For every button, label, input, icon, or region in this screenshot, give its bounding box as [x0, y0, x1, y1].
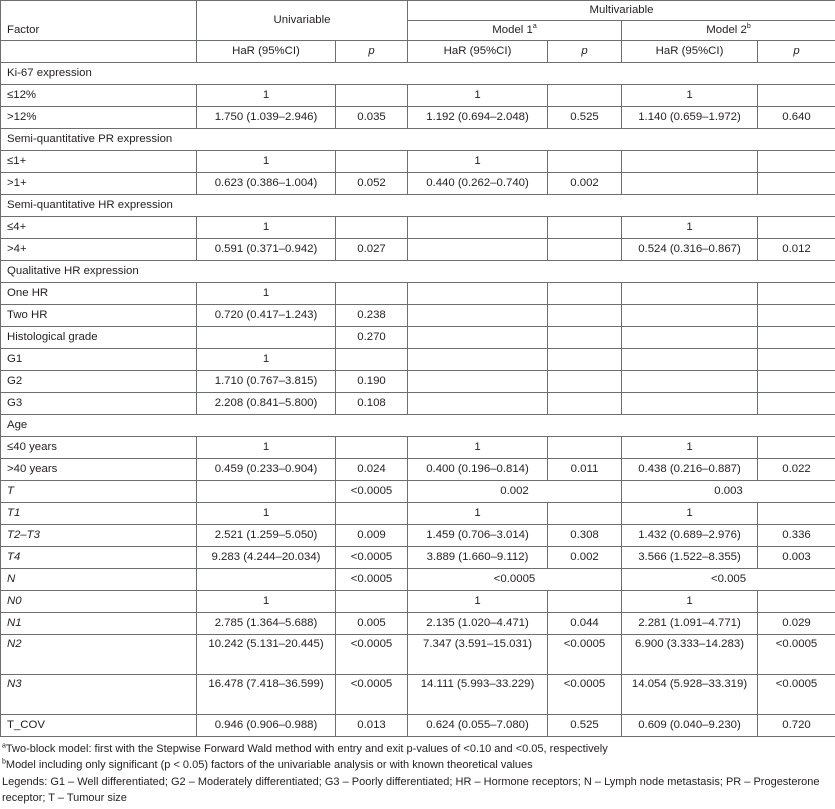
univariable-har: 0.591 (0.371–0.942) [197, 239, 336, 261]
model2-har [622, 327, 758, 349]
model2-har: 0.524 (0.316–0.867) [622, 239, 758, 261]
univariable-p: <0.0005 [336, 635, 408, 675]
univariable-har: 0.459 (0.233–0.904) [197, 459, 336, 481]
model2-har: 1.432 (0.689–2.976) [622, 525, 758, 547]
model1-p [548, 393, 622, 415]
model1-har [408, 283, 548, 305]
table-row [1, 349, 835, 371]
table-row [1, 525, 835, 547]
univariable-p [336, 283, 408, 305]
model1-har: 1 [408, 151, 548, 173]
model1-har: 7.347 (3.591–15.031) [408, 635, 548, 675]
header-multivariable: Multivariable [408, 1, 835, 21]
table-row [1, 547, 835, 569]
table-row [1, 239, 835, 261]
univariable-p: 0.052 [336, 173, 408, 195]
univariable-p: 0.035 [336, 107, 408, 129]
univariable-p [336, 151, 408, 173]
table-row [1, 393, 835, 415]
model2-har: 14.054 (5.928–33.319) [622, 675, 758, 715]
model2-p [758, 217, 835, 239]
model2-p [758, 591, 835, 613]
univariable-har: 1.750 (1.039–2.946) [197, 107, 336, 129]
model1-p: 0.011 [548, 459, 622, 481]
model1-har: 0.624 (0.055–7.080) [408, 715, 548, 737]
univariable-p: 0.027 [336, 239, 408, 261]
univariable-har: 2.785 (1.364–5.688) [197, 613, 336, 635]
model2-overall: <0.005 [622, 569, 835, 591]
univariable-har: 1 [197, 217, 336, 239]
table-row [1, 173, 835, 195]
header-model2-har: HaR (95%CI) [622, 41, 758, 63]
univariable-har [197, 481, 336, 503]
section-label: Ki-67 expression [1, 63, 835, 85]
header-model1-har: HaR (95%CI) [408, 41, 548, 63]
table-row [1, 217, 835, 239]
note-legends: Legends: G1 – Well differentiated; G2 – Moderately differentiated; G3 – Poorly differentiated; HR – Hormone receptors; N – Lymph node metastasis; PR – Progesterone receptor; T – Tumour size [2, 775, 820, 804]
model2-har [622, 151, 758, 173]
row-factor: G1 [1, 349, 197, 371]
model2-p [758, 173, 835, 195]
row-factor: >1+ [1, 173, 197, 195]
model2-har: 3.566 (1.522–8.355) [622, 547, 758, 569]
univariable-har [197, 327, 336, 349]
model1-p: 0.044 [548, 613, 622, 635]
row-factor: G3 [1, 393, 197, 415]
model2-har [622, 305, 758, 327]
section-row [1, 261, 835, 283]
table-row [1, 107, 835, 129]
section-label: Semi-quantitative PR expression [1, 129, 835, 151]
row-factor: >40 years [1, 459, 197, 481]
univariable-har: 2.521 (1.259–5.050) [197, 525, 336, 547]
model2-har: 1 [622, 503, 758, 525]
section-row [1, 415, 835, 437]
model2-har: 1 [622, 85, 758, 107]
row-factor: T_COV [1, 715, 197, 737]
model2-p [758, 283, 835, 305]
section-label: Semi-quantitative HR expression [1, 195, 835, 217]
section-label: Qualitative HR expression [1, 261, 835, 283]
univariable-p: <0.0005 [336, 675, 408, 715]
model1-overall: <0.0005 [408, 569, 622, 591]
model2-har: 1 [622, 217, 758, 239]
row-factor: N [1, 569, 197, 591]
table-row [1, 151, 835, 173]
row-factor: T [1, 481, 197, 503]
table-row [1, 503, 835, 525]
model2-overall: 0.003 [622, 481, 835, 503]
model1-har: 1 [408, 85, 548, 107]
model1-overall: 0.002 [408, 481, 622, 503]
model1-har: 3.889 (1.660–9.112) [408, 547, 548, 569]
model1-har: 14.111 (5.993–33.229) [408, 675, 548, 715]
table-row [1, 715, 835, 737]
model2-har: 6.900 (3.333–14.283) [622, 635, 758, 675]
header-univariable-p: p [336, 41, 408, 63]
model2-p: 0.336 [758, 525, 835, 547]
model1-p [548, 437, 622, 459]
section-label: Age [1, 415, 835, 437]
model1-har: 1 [408, 591, 548, 613]
univariable-p [336, 503, 408, 525]
model1-har [408, 349, 548, 371]
row-factor: N1 [1, 613, 197, 635]
header-univariable-har: HaR (95%CI) [197, 41, 336, 63]
table-row [1, 85, 835, 107]
model1-p [548, 85, 622, 107]
model2-p: 0.022 [758, 459, 835, 481]
univariable-p: 0.270 [336, 327, 408, 349]
row-factor: G2 [1, 371, 197, 393]
model2-p: 0.720 [758, 715, 835, 737]
model1-har [408, 327, 548, 349]
table-row [1, 327, 835, 349]
model1-har: 2.135 (1.020–4.471) [408, 613, 548, 635]
table-row [1, 305, 835, 327]
univariable-har: 2.208 (0.841–5.800) [197, 393, 336, 415]
univariable-har: 9.283 (4.244–20.034) [197, 547, 336, 569]
univariable-p [336, 349, 408, 371]
univariable-har: 1.710 (0.767–3.815) [197, 371, 336, 393]
header-factor: Factor [1, 1, 197, 41]
row-factor: >12% [1, 107, 197, 129]
univariable-p [336, 217, 408, 239]
model1-p: 0.002 [548, 173, 622, 195]
model2-p [758, 371, 835, 393]
univariable-har: 1 [197, 283, 336, 305]
univariable-p: 0.190 [336, 371, 408, 393]
model2-har [622, 349, 758, 371]
header-model1: Model 1$^a$ [408, 21, 622, 41]
model1-har: 1.459 (0.706–3.014) [408, 525, 548, 547]
model1-p: <0.0005 [548, 635, 622, 675]
model1-p: <0.0005 [548, 675, 622, 715]
note-a: $^a$Two-block model: first with the Stepwise Forward Wald method with entry and exit p-values of <0.10 and <0.05, respectively [2, 742, 608, 755]
model2-har [622, 393, 758, 415]
univariable-har: 1 [197, 591, 336, 613]
univariable-p: <0.0005 [336, 569, 408, 591]
model2-har: 0.609 (0.040–9.230) [622, 715, 758, 737]
row-factor: N0 [1, 591, 197, 613]
section-row [1, 63, 835, 85]
model1-har: 1 [408, 503, 548, 525]
model1-p [548, 305, 622, 327]
model1-p [548, 151, 622, 173]
row-factor: ≤40 years [1, 437, 197, 459]
univariable-p: 0.009 [336, 525, 408, 547]
univariable-har: 1 [197, 437, 336, 459]
table-row [1, 675, 835, 715]
model1-p: 0.525 [548, 107, 622, 129]
model2-har: 1 [622, 591, 758, 613]
row-factor: ≤12% [1, 85, 197, 107]
model2-p [758, 327, 835, 349]
univariable-p: 0.108 [336, 393, 408, 415]
table-row [1, 613, 835, 635]
model1-har: 0.400 (0.196–0.814) [408, 459, 548, 481]
row-factor: Two HR [1, 305, 197, 327]
model1-p [548, 349, 622, 371]
table-row [1, 591, 835, 613]
model2-p: 0.029 [758, 613, 835, 635]
univariable-har: 0.946 (0.906–0.988) [197, 715, 336, 737]
section-row [1, 195, 835, 217]
univariable-p: 0.024 [336, 459, 408, 481]
row-factor: One HR [1, 283, 197, 305]
univariable-har: 16.478 (7.418–36.599) [197, 675, 336, 715]
univariable-p: <0.0005 [336, 547, 408, 569]
row-factor: N3 [1, 675, 197, 715]
model1-p [548, 327, 622, 349]
model1-p: 0.002 [548, 547, 622, 569]
row-factor: T1 [1, 503, 197, 525]
model1-p: 0.308 [548, 525, 622, 547]
model2-p [758, 437, 835, 459]
note-b: $^b$Model including only significant (p < 0.05) factors of the univariable analysis or with known theoretical values [2, 758, 533, 772]
model1-har: 1.192 (0.694–2.048) [408, 107, 548, 129]
model2-har: 2.281 (1.091–4.771) [622, 613, 758, 635]
univariable-p [336, 591, 408, 613]
model1-p: 0.525 [548, 715, 622, 737]
univariable-har: 10.242 (5.131–20.445) [197, 635, 336, 675]
model1-p [548, 239, 622, 261]
overall-row [1, 569, 835, 591]
model1-p [548, 371, 622, 393]
model2-har [622, 173, 758, 195]
model2-har: 1 [622, 437, 758, 459]
header-model1-p: p [548, 41, 622, 63]
model2-p [758, 151, 835, 173]
univariable-har: 1 [197, 85, 336, 107]
model2-p [758, 393, 835, 415]
model2-har [622, 371, 758, 393]
header-blank [1, 41, 197, 63]
table-row [1, 283, 835, 305]
model1-har: 1 [408, 437, 548, 459]
table-row [1, 437, 835, 459]
model1-p [548, 217, 622, 239]
model2-har [622, 283, 758, 305]
model2-p: <0.0005 [758, 635, 835, 675]
row-factor: ≤1+ [1, 151, 197, 173]
model2-p [758, 349, 835, 371]
model2-p [758, 503, 835, 525]
model1-p [548, 591, 622, 613]
model2-har: 1.140 (0.659–1.972) [622, 107, 758, 129]
row-factor: T4 [1, 547, 197, 569]
univariable-p [336, 85, 408, 107]
header-univariable: Univariable [197, 1, 408, 41]
row-factor: N2 [1, 635, 197, 675]
univariable-har: 0.720 (0.417–1.243) [197, 305, 336, 327]
model1-har [408, 239, 548, 261]
univariable-p: 0.005 [336, 613, 408, 635]
univariable-har [197, 569, 336, 591]
table-row [1, 371, 835, 393]
model1-har: 0.440 (0.262–0.740) [408, 173, 548, 195]
model2-p: <0.0005 [758, 675, 835, 715]
model2-p [758, 305, 835, 327]
row-factor: Histological grade [1, 327, 197, 349]
univariable-har: 1 [197, 151, 336, 173]
model2-p: 0.003 [758, 547, 835, 569]
row-factor: T2–T3 [1, 525, 197, 547]
row-factor: >4+ [1, 239, 197, 261]
model1-p [548, 503, 622, 525]
table-notes [2, 741, 830, 806]
univariable-har: 0.623 (0.386–1.004) [197, 173, 336, 195]
model1-har [408, 393, 548, 415]
univariable-har: 1 [197, 349, 336, 371]
model2-p: 0.640 [758, 107, 835, 129]
univariable-p: 0.013 [336, 715, 408, 737]
header-model2-p: p [758, 41, 835, 63]
univariable-har: 1 [197, 503, 336, 525]
table-row [1, 635, 835, 675]
table-row [1, 459, 835, 481]
model1-har [408, 305, 548, 327]
univariable-p: 0.238 [336, 305, 408, 327]
section-row [1, 129, 835, 151]
model2-p: 0.012 [758, 239, 835, 261]
model2-p [758, 85, 835, 107]
header-model2: Model 2$^b$ [622, 21, 835, 41]
model2-har: 0.438 (0.216–0.887) [622, 459, 758, 481]
row-factor: ≤4+ [1, 217, 197, 239]
model1-har [408, 371, 548, 393]
univariable-p: <0.0005 [336, 481, 408, 503]
univariable-p [336, 437, 408, 459]
overall-row [1, 481, 835, 503]
model1-har [408, 217, 548, 239]
model1-p [548, 283, 622, 305]
